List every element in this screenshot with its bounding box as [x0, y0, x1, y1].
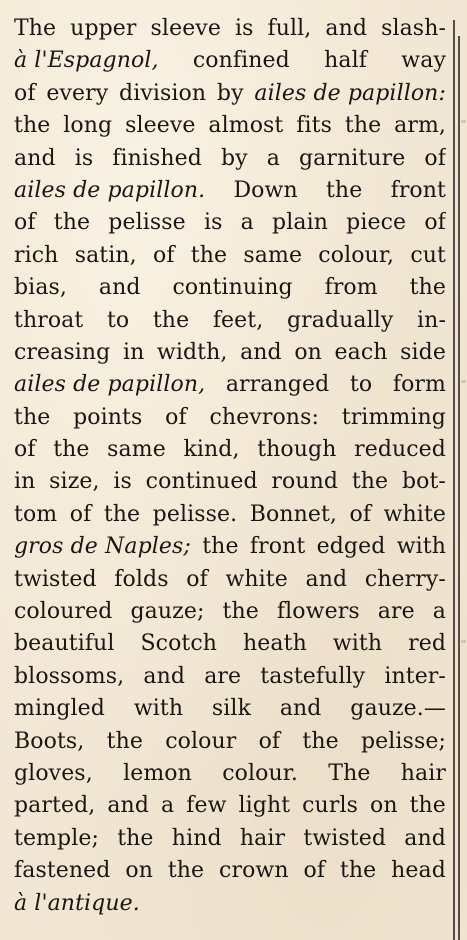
word: side — [400, 339, 446, 365]
word: throat — [14, 307, 84, 333]
word: arranged — [225, 372, 330, 398]
word: and — [325, 16, 368, 41]
word: sleeve — [125, 113, 196, 139]
word: lemon — [123, 760, 192, 786]
word: white — [225, 566, 288, 592]
word: coloured — [14, 599, 113, 625]
word: Bonnet, — [249, 501, 338, 527]
word: the — [222, 599, 259, 625]
word: plain — [272, 210, 328, 236]
word: with — [396, 534, 446, 560]
word: continuing — [172, 275, 293, 301]
word: twisted — [14, 566, 97, 592]
word: the — [202, 534, 239, 560]
word: few — [186, 793, 227, 819]
word: fastened — [14, 858, 111, 884]
word: with — [133, 696, 184, 722]
text-line — [14, 693, 446, 725]
word: crown — [219, 858, 289, 884]
text-line — [14, 564, 446, 596]
word: the — [53, 210, 91, 236]
word: the — [339, 858, 377, 884]
word: beautiful — [14, 631, 115, 657]
word: the — [344, 113, 382, 139]
word: twisted — [303, 825, 387, 851]
word: every — [46, 80, 109, 106]
word: tastefully — [260, 663, 366, 689]
text-line — [14, 305, 446, 337]
word: bot- — [401, 469, 446, 495]
word: of — [14, 80, 36, 106]
word: the — [190, 242, 228, 268]
word: of — [424, 210, 446, 236]
word: and — [279, 696, 322, 722]
word: upper — [70, 16, 137, 41]
word: on — [125, 858, 153, 884]
italic-phrase: ailes de papillon. — [14, 177, 206, 203]
word: on — [369, 793, 398, 819]
word: inter- — [384, 663, 446, 689]
word: reduced — [354, 437, 446, 463]
word: of — [303, 858, 326, 884]
column-rule-inner — [453, 20, 455, 940]
word: chevrons: — [209, 404, 319, 430]
word: of — [14, 210, 36, 236]
word: pelisse. — [152, 501, 238, 527]
word: the — [14, 404, 51, 430]
word: light — [238, 793, 291, 819]
word: slash- — [381, 16, 446, 41]
word: kind, — [183, 437, 240, 463]
word: trimming — [341, 404, 446, 430]
word: feet, — [212, 307, 264, 333]
word: of — [258, 728, 281, 754]
word: Boots, — [14, 728, 85, 754]
italic-phrase: gros de Naples; — [14, 534, 191, 560]
word: the — [351, 469, 389, 495]
word: full, — [267, 16, 312, 41]
word: the — [167, 858, 205, 884]
word: gauze.— — [350, 696, 446, 722]
word: bias, — [14, 275, 68, 301]
word: are — [377, 599, 415, 625]
word: white — [383, 501, 446, 527]
word: continued — [145, 469, 258, 495]
text-line — [14, 240, 446, 272]
word: confined — [192, 48, 290, 74]
word: from — [324, 275, 378, 301]
text-line — [14, 434, 446, 466]
word: and — [107, 793, 150, 819]
word: hair — [239, 825, 286, 851]
text-line — [14, 726, 446, 758]
text-line — [14, 758, 446, 790]
text-line — [14, 499, 446, 531]
word: creasing — [14, 339, 111, 365]
word: to — [106, 307, 130, 333]
word: rich — [14, 242, 59, 268]
word: on — [294, 339, 322, 365]
word: satin, — [74, 242, 137, 268]
word: and — [143, 663, 186, 689]
word: width, — [156, 339, 228, 365]
text-line — [14, 143, 446, 175]
word: by — [216, 80, 244, 106]
word: of — [14, 437, 36, 463]
word: points — [73, 404, 143, 430]
text-line — [14, 369, 446, 401]
text-line — [14, 661, 446, 693]
word: in — [122, 339, 145, 365]
word: cherry- — [364, 566, 446, 592]
word: cut — [410, 242, 446, 268]
word: parted, — [14, 793, 96, 819]
word: is — [113, 469, 132, 495]
word: pelisse; — [360, 728, 446, 754]
word: blossoms, — [14, 663, 125, 689]
text-column — [14, 13, 446, 920]
word: size, — [49, 469, 100, 495]
word: front — [390, 177, 446, 203]
word: division — [119, 80, 207, 106]
word: fits — [296, 113, 332, 139]
word: a — [432, 599, 446, 625]
word: and — [240, 339, 282, 365]
adjacent-column-bleed — [461, 640, 466, 643]
word: by — [221, 145, 248, 171]
text-line — [14, 531, 446, 563]
adjacent-column-bleed — [461, 380, 466, 383]
text-line — [14, 596, 446, 628]
text-line — [14, 402, 446, 434]
italic-phrase: ailes de papillon, — [14, 372, 206, 398]
italic-phrase: ailes de papillon: — [254, 80, 446, 106]
word: flowers — [276, 599, 360, 625]
word: same — [243, 242, 303, 268]
word: of — [165, 404, 187, 430]
word: the — [409, 793, 446, 819]
word: and — [404, 825, 446, 851]
word: hair — [400, 760, 446, 786]
italic-phrase: à l'antique. — [14, 890, 140, 916]
word: in- — [417, 307, 446, 333]
word: is — [203, 210, 223, 236]
text-line — [14, 272, 446, 304]
text-line — [14, 175, 446, 207]
word: half — [324, 48, 368, 74]
word: Scotch — [140, 631, 218, 657]
word: a — [161, 793, 175, 819]
word: a — [266, 145, 280, 171]
word: front — [249, 534, 306, 560]
word: mingled — [14, 696, 105, 722]
text-line — [14, 466, 446, 498]
text-line — [14, 207, 446, 239]
word: sleeve — [150, 16, 221, 41]
word: the — [302, 728, 339, 754]
word: of — [349, 501, 372, 527]
word: edged — [316, 534, 386, 560]
word: of — [186, 566, 208, 592]
word: same — [107, 437, 166, 463]
text-line — [14, 888, 446, 920]
word: is — [234, 16, 254, 41]
word: tom — [14, 501, 58, 527]
word: temple; — [14, 825, 99, 851]
text-line — [14, 337, 446, 369]
word: the — [409, 275, 446, 301]
word: gloves, — [14, 760, 93, 786]
word: the — [106, 728, 143, 754]
word: garniture — [298, 145, 406, 171]
column-rule-outer — [458, 36, 460, 940]
word: with — [332, 631, 383, 657]
text-line — [14, 628, 446, 660]
word: red — [408, 631, 446, 657]
word: heath — [243, 631, 307, 657]
text-line — [14, 823, 446, 855]
text-line — [14, 45, 446, 77]
word: form — [392, 372, 446, 398]
word: and — [305, 566, 348, 592]
text-line — [14, 790, 446, 822]
word: colour. — [222, 760, 299, 786]
word: of — [424, 145, 446, 171]
word: almost — [208, 113, 284, 139]
word: pelisse — [108, 210, 186, 236]
italic-phrase: à l'Espagnol, — [14, 48, 159, 74]
word: folds — [114, 566, 169, 592]
text-line — [14, 78, 446, 110]
word: finished — [112, 145, 202, 171]
word: the — [53, 437, 90, 463]
word: way — [401, 48, 446, 74]
word: the — [103, 501, 141, 527]
text-line — [14, 855, 446, 887]
word: colour, — [318, 242, 395, 268]
word: The — [328, 760, 371, 786]
word: the — [325, 177, 363, 203]
word: of — [69, 501, 92, 527]
word: head — [391, 858, 446, 884]
word: the — [117, 825, 154, 851]
word: The — [14, 16, 57, 41]
word: round — [271, 469, 339, 495]
word: and — [14, 145, 56, 171]
word: colour — [165, 728, 237, 754]
word: each — [334, 339, 388, 365]
word: hind — [171, 825, 222, 851]
word: piece — [346, 210, 407, 236]
word: gradually — [286, 307, 394, 333]
word: the — [14, 113, 51, 139]
word: arm, — [394, 113, 446, 139]
word: the — [152, 307, 190, 333]
word: and — [98, 275, 141, 301]
word: long — [63, 113, 113, 139]
word: curls — [302, 793, 358, 819]
word: to — [349, 372, 373, 398]
adjacent-column-bleed — [461, 120, 466, 123]
word: a — [240, 210, 254, 236]
word: are — [204, 663, 242, 689]
text-line — [14, 13, 446, 45]
word: Down — [233, 177, 298, 203]
word: though — [257, 437, 337, 463]
word: silk — [211, 696, 251, 722]
word: of — [152, 242, 175, 268]
word: is — [74, 145, 94, 171]
text-line — [14, 110, 446, 142]
word: in — [14, 469, 36, 495]
word: gauze; — [130, 599, 205, 625]
